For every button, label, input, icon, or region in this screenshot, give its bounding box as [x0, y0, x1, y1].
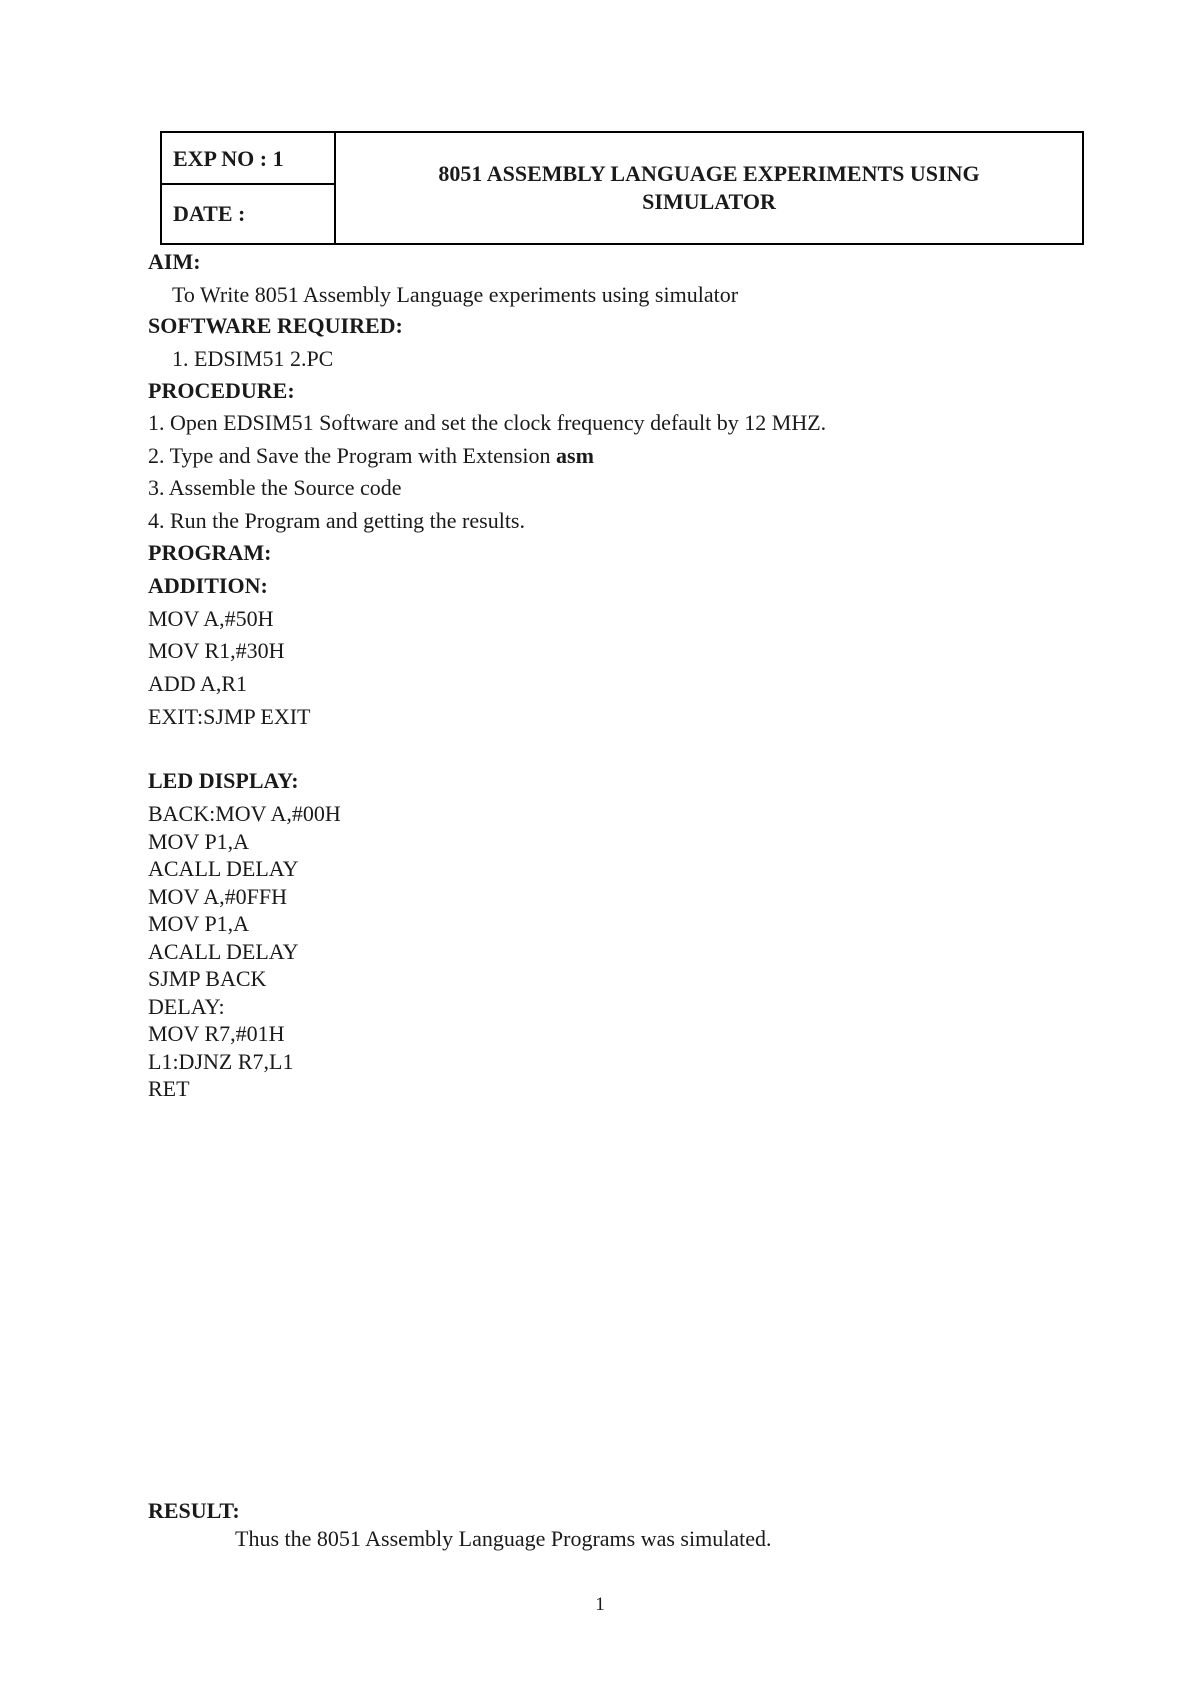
- addition-line-3: ADD A,R1: [148, 671, 248, 696]
- date-cell: DATE :: [162, 185, 336, 243]
- led-line-6: ACALL DELAY: [148, 939, 299, 964]
- procedure-step-2-text: 2. Type and Save the Program with Extension: [148, 443, 557, 468]
- led-line-5: MOV P1,A: [148, 911, 250, 936]
- addition-line-4: EXIT:SJMP EXIT: [148, 704, 311, 729]
- procedure-step-2: [148, 443, 594, 469]
- led-line-10: L1:DJNZ R7,L1: [148, 1049, 294, 1074]
- addition-heading: ADDITION:: [148, 573, 268, 598]
- software-text: 1. EDSIM51 2.PC: [172, 346, 334, 371]
- procedure-step-1: 1. Open EDSIM51 Software and set the clock frequency default by 12 MHZ.: [148, 410, 827, 435]
- program-heading: PROGRAM:: [148, 540, 272, 565]
- procedure-heading: PROCEDURE:: [148, 378, 295, 403]
- procedure-step-2-extension: asm: [556, 443, 594, 468]
- led-line-8: DELAY:: [148, 994, 225, 1019]
- led-line-2: MOV P1,A: [148, 829, 250, 854]
- result-text: Thus the 8051 Assembly Language Programs was simulated.: [235, 1526, 772, 1551]
- software-heading: SOFTWARE REQUIRED:: [148, 313, 403, 338]
- title-line-2: SIMULATOR: [642, 189, 776, 214]
- addition-line-1: MOV A,#50H: [148, 606, 274, 631]
- led-line-7: SJMP BACK: [148, 966, 267, 991]
- aim-text: To Write 8051 Assembly Language experiments using simulator: [172, 282, 739, 307]
- exp-no-cell: EXP NO : 1: [162, 133, 336, 185]
- aim-heading: AIM:: [148, 249, 201, 274]
- procedure-step-3: 3. Assemble the Source code: [148, 475, 402, 500]
- led-line-9: MOV R7,#01H: [148, 1021, 285, 1046]
- led-line-1: BACK:MOV A,#00H: [148, 801, 341, 826]
- led-line-11: RET: [148, 1076, 190, 1101]
- led-display-heading: LED DISPLAY:: [148, 768, 299, 793]
- led-line-4: MOV A,#0FFH: [148, 884, 287, 909]
- experiment-header-table: [160, 131, 1084, 245]
- addition-line-2: MOV R1,#30H: [148, 638, 285, 663]
- title-line-1: 8051 ASSEMBLY LANGUAGE EXPERIMENTS USING: [438, 161, 980, 186]
- procedure-step-4: 4. Run the Program and getting the results.: [148, 508, 525, 533]
- page-number: 1: [595, 1594, 605, 1615]
- result-heading: RESULT:: [148, 1498, 240, 1523]
- experiment-title: [336, 133, 1082, 243]
- led-line-3: ACALL DELAY: [148, 856, 299, 881]
